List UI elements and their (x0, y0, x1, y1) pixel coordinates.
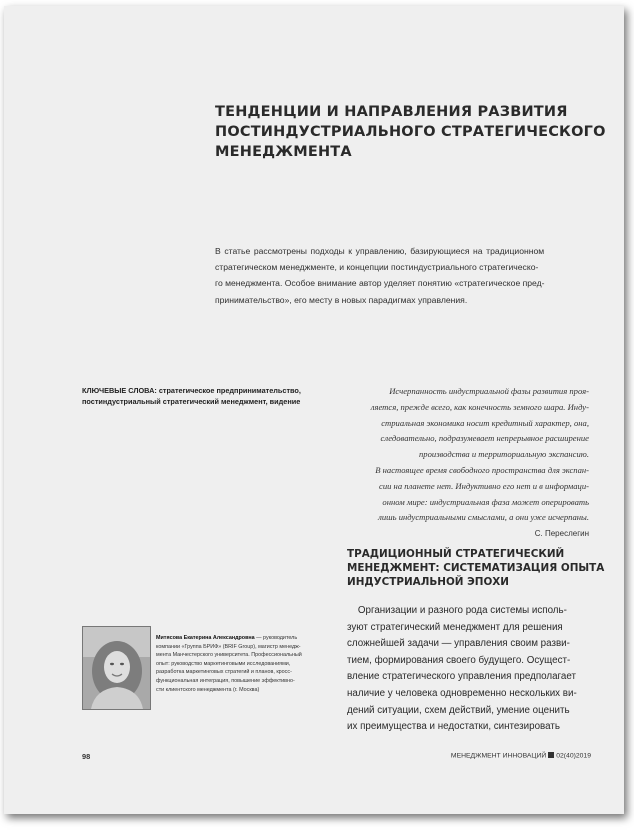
page-number: 98 (82, 752, 91, 761)
abstract (215, 243, 605, 308)
abstract-line: го менеджмента. Особое внимание автор уделяет понятию «стратегическое пред- (215, 278, 545, 289)
abstract-line: В статье рассмотрены подходы к управлению, базирующиеся на традиционном (215, 246, 545, 256)
journal-footer (451, 752, 591, 760)
body-line: зуют стратегический менеджмент для решения (347, 621, 563, 633)
epigraph-line: стриальная экономика носит кредитный характер, она, (381, 417, 589, 428)
bio-line: опыт: руководство маркетинговыми исследованиями, (156, 660, 291, 667)
epigraph-line: лишь индустриальными смыслами, а они уже исчерпаны. (378, 512, 589, 523)
keywords-line: КЛЮЧЕВЫЕ СЛОВА: стратегическое предпринимательство, (82, 386, 301, 395)
bio-line: мента Манчестерского университета. Профессиональный (156, 652, 302, 659)
body-line: Организации и разного рода системы исполь- (347, 605, 567, 616)
author-photo (82, 626, 151, 710)
body-line: наличие у человека одновременно нескольких ви- (347, 687, 577, 699)
author-name: Митясова Екатерина Александровна (156, 635, 255, 641)
article-title (215, 102, 615, 162)
body-line: их преимущества и недостатки, синтезировать (347, 721, 560, 733)
author-bio (156, 634, 336, 694)
abstract-line: стратегическом менеджменте, и концепции постиндустриального стратегическо- (215, 262, 539, 273)
square-bullet-icon (548, 752, 554, 758)
keywords-line: постиндустриальный стратегический менеджмент, видение (82, 396, 301, 406)
bio-line: сти клиентского менеджмента (г. Москва) (156, 686, 260, 693)
body-line: вление стратегического управления предполагает (347, 671, 576, 683)
author-portrait-icon (83, 627, 150, 709)
epigraph (334, 384, 589, 542)
bio-line: разработка маркетинговых стратегий и планов, кросс- (156, 669, 292, 676)
abstract-line: принимательство», его месту в новых парадигмах управления. (215, 294, 468, 305)
keywords (82, 386, 332, 407)
section-heading-line: МЕНЕДЖМЕНТ: СИСТЕМАТИЗАЦИЯ ОПЫТА (347, 562, 605, 574)
body-line: сложнейшей задачи — управления своим разви- (347, 638, 570, 650)
section-heading (347, 547, 607, 589)
section-heading-line: ИНДУСТРИАЛЬНОЙ ЭПОХИ (347, 576, 509, 588)
epigraph-line: онном мире: индустриальная фаза может оперировать (382, 496, 589, 507)
bio-text: — руководитель (254, 635, 298, 641)
title-line: МЕНЕДЖМЕНТА (215, 144, 352, 160)
journal-page (4, 6, 624, 814)
epigraph-line: В настоящее время свободного пространства для экспан- (375, 464, 589, 475)
title-line: ТЕНДЕНЦИИ И НАПРАВЛЕНИЯ РАЗВИТИЯ (215, 104, 568, 120)
title-line: ПОСТИНДУСТРИАЛЬНОГО СТРАТЕГИЧЕСКОГО (215, 124, 606, 140)
section-heading-line: ТРАДИЦИОННЫЙ СТРАТЕГИЧЕСКИЙ (347, 548, 565, 560)
body-line: тием, формирования своего будущего. Осущест- (347, 654, 571, 666)
journal-issue: 02(40)2019 (556, 752, 591, 760)
journal-name: МЕНЕДЖМЕНТ ИННОВАЦИЙ (450, 752, 547, 760)
body-text (347, 603, 602, 736)
epigraph-author: С. Переслегин (534, 529, 589, 539)
epigraph-line: следовательно, подразумевает непрерывное расширение (380, 433, 589, 444)
epigraph-line: Исчерпанность индустриальной фазы развития проя- (389, 386, 589, 396)
epigraph-line: ляется, прежде всего, как конечность земного шара. Инду- (370, 401, 589, 412)
bio-line: функциональная интеграция, повышение эффективно- (156, 677, 295, 684)
bio-line: компании «Группа БРИФ» (BRIF Group), магистр менедж- (156, 643, 301, 650)
body-line: дений ситуации, схем действий, умение оценить (347, 704, 570, 716)
epigraph-line: производства и территориальную экспансию. (419, 449, 589, 460)
epigraph-line: сии на планете нет. Индуктивно его нет и в информаци- (379, 480, 589, 491)
